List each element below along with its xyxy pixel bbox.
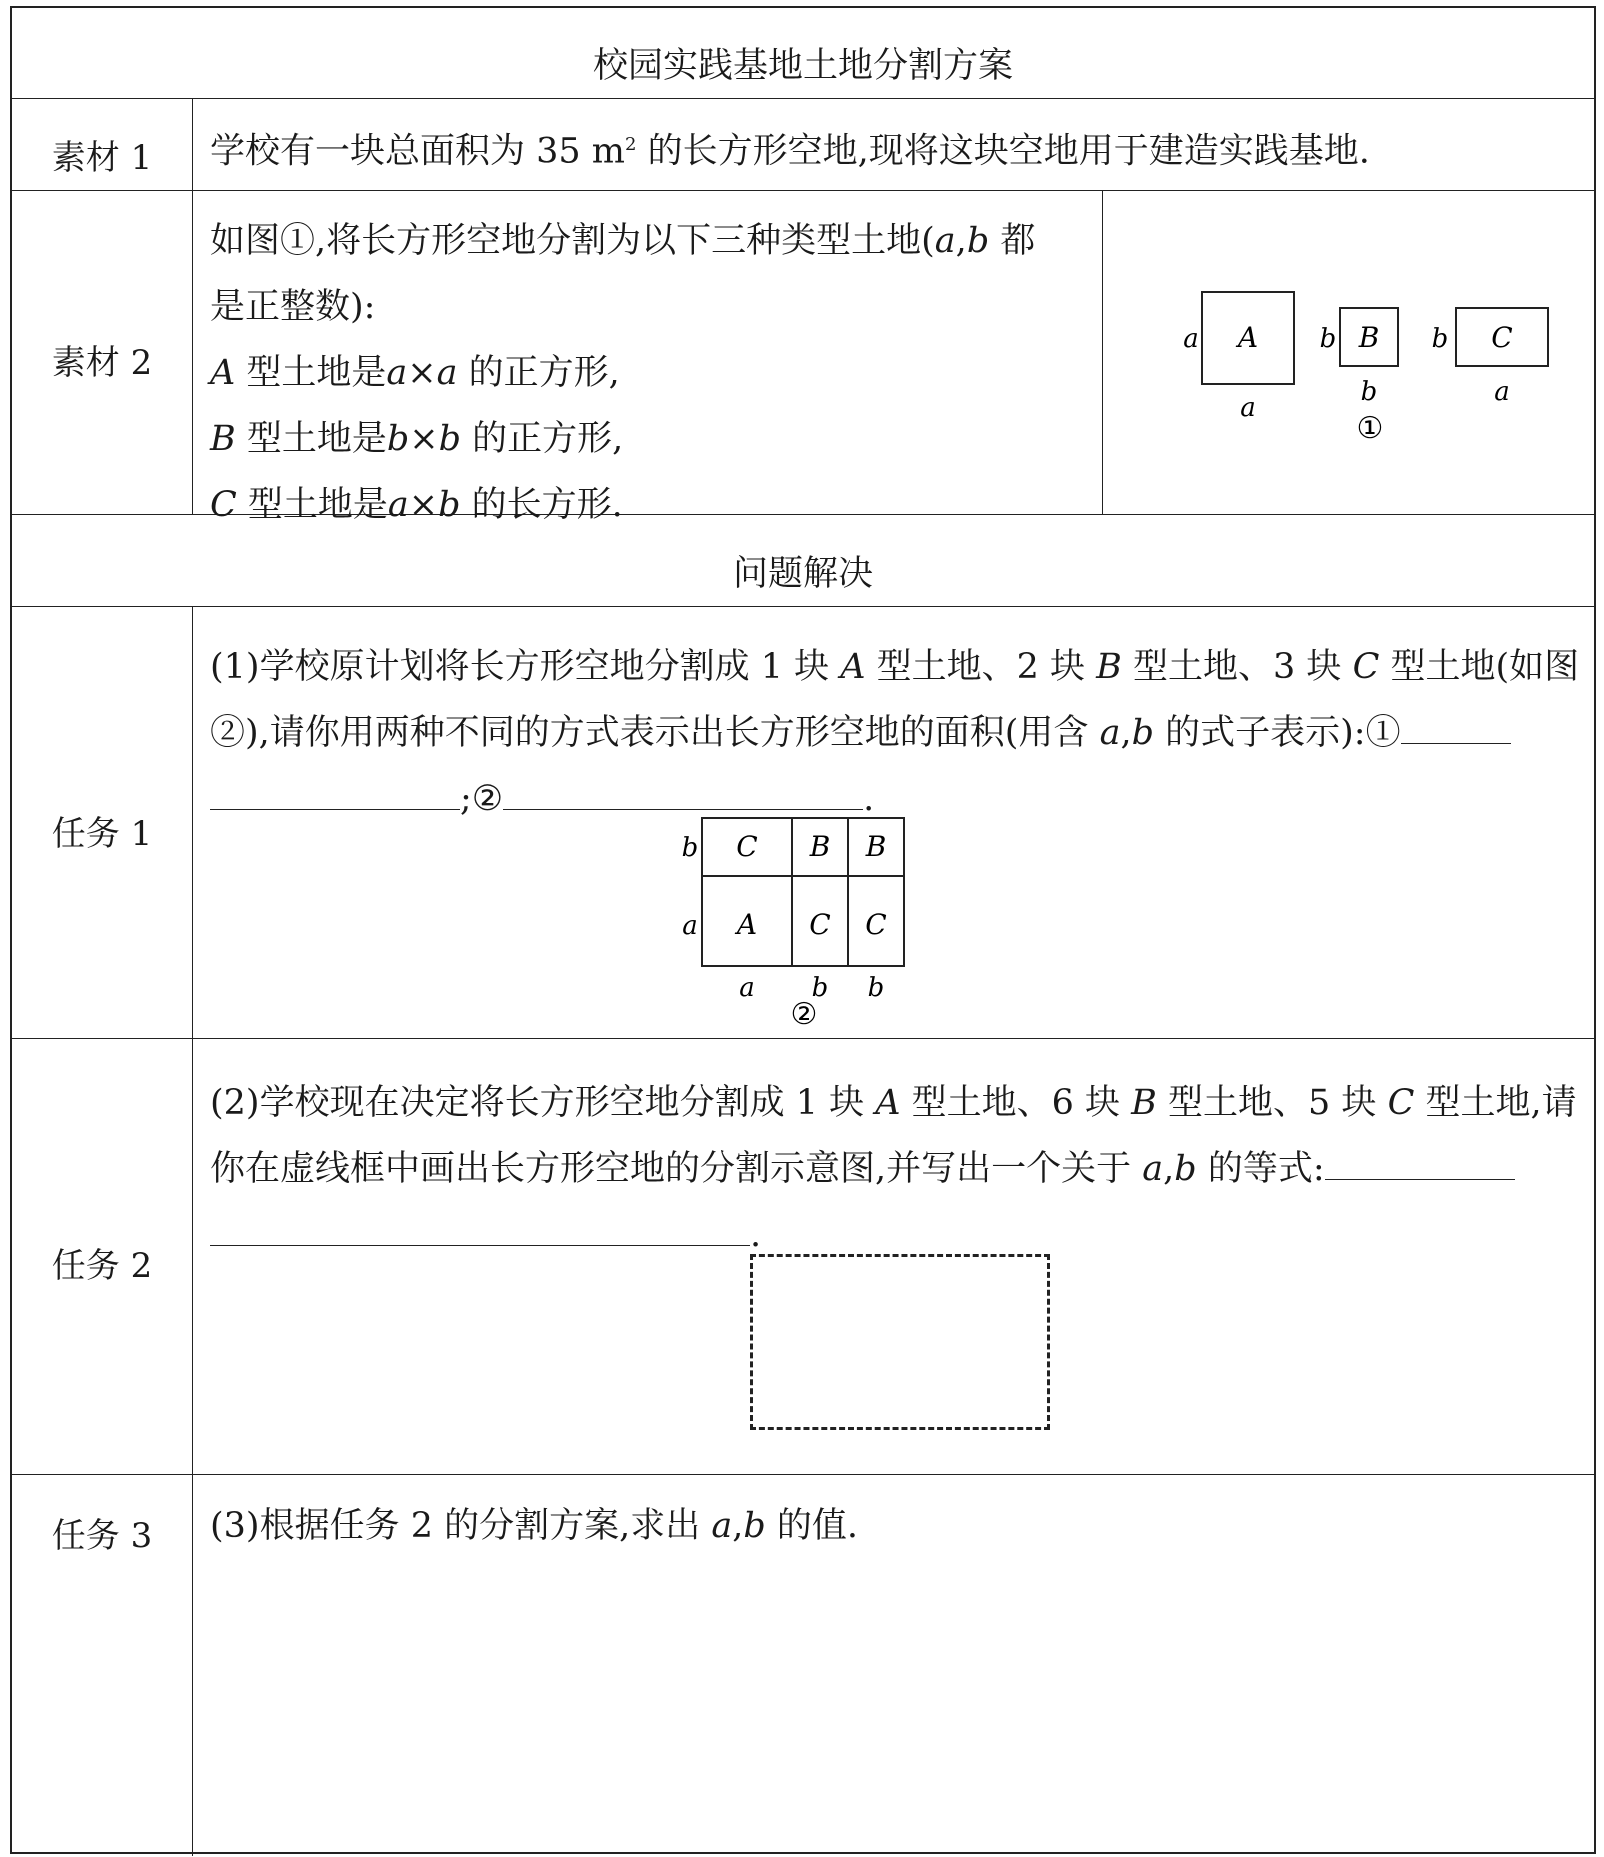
square-b-bottom-label: b (1360, 377, 1378, 407)
material1-label: 素材 1 (51, 138, 153, 178)
square-b-side-label: b (1319, 324, 1337, 354)
material2-text (210, 208, 1035, 538)
answer-blank-1b[interactable] (210, 809, 460, 810)
material1-text: 学校有一块总面积为 35 $m^2$ 的长方形空地,现将这块空地用于建造实践基地. (210, 131, 1370, 172)
column-divider (192, 98, 193, 514)
task1-label: 任务 1 (51, 814, 153, 854)
material2-line1: 如图①,将长方形空地分割为以下三种类型土地(a,b 都 (210, 221, 1036, 261)
worksheet-table (10, 6, 1596, 1854)
row-divider (12, 1038, 1594, 1039)
cell-label: C (809, 908, 831, 941)
cell-label: A (736, 908, 758, 941)
square-a-bottom-label: a (1240, 393, 1256, 423)
task1-line2: ②),请你用两种不同的方式表示出长方形空地的面积(用含 a,b 的式子表示):① (210, 700, 1590, 766)
task2-label: 任务 2 (51, 1246, 153, 1286)
bottom-label: b (867, 973, 885, 1003)
task3-text: (3)根据任务 2 的分割方案,求出 a,b 的值. (210, 1506, 859, 1546)
rect-c-side-label: b (1431, 324, 1449, 354)
figure-2-diagram (652, 808, 952, 1028)
answer-blank-equation-a[interactable] (1325, 1179, 1515, 1180)
task2-line3: . (210, 1202, 1590, 1268)
task2-line2: 你在虚线框中画出长方形空地的分割示意图,并写出一个关于 a,b 的等式: (210, 1136, 1590, 1202)
material2-line3: A 型土地是a×a 的正方形, (210, 353, 620, 393)
bottom-label: b (811, 973, 829, 1003)
material2-line4: B 型土地是b×b 的正方形, (210, 419, 624, 459)
rect-c-bottom-label: a (1494, 377, 1510, 407)
row-divider (12, 606, 1594, 607)
bottom-label: a (739, 973, 755, 1003)
answer-blank-1a[interactable] (1401, 743, 1511, 744)
cell-label: C (865, 908, 887, 941)
side-label: b (681, 833, 699, 863)
figure-1-caption: ① (1356, 411, 1384, 446)
row-divider (12, 98, 1594, 99)
material2-line5: C 型土地是a×b 的长方形. (210, 485, 623, 525)
rect-c-label: C (1491, 321, 1513, 354)
square-b-label: B (1358, 321, 1380, 354)
square-a-label: A (1237, 321, 1259, 354)
task3-label: 任务 3 (51, 1516, 153, 1556)
drawing-area[interactable] (750, 1254, 1050, 1430)
figure-2-caption: ② (790, 997, 818, 1028)
section-title: 问题解决 (732, 554, 873, 594)
task2-line1: (2)学校现在决定将长方形空地分割成 1 块 A 型土地、6 块 B 型土地、5 块 C 型土地,请 (210, 1083, 1577, 1123)
cell-label: B (865, 830, 887, 863)
task1-line1: (1)学校原计划将长方形空地分割成 1 块 A 型土地、2 块 B 型土地、3 块 C 型土地(如图 (210, 647, 1580, 687)
material2-label: 素材 2 (51, 343, 153, 383)
column-divider (192, 606, 193, 1856)
task1-text (210, 634, 1590, 832)
figure-1-diagram (1104, 192, 1594, 512)
column-divider (1102, 190, 1103, 514)
row-divider (12, 190, 1594, 191)
material2-line2: 是正整数): (210, 287, 376, 327)
page-title: 校园实践基地土地分割方案 (592, 46, 1013, 86)
side-label: a (682, 911, 698, 941)
cell-label: B (809, 830, 831, 863)
cell-label: C (736, 830, 758, 863)
row-divider (12, 1474, 1594, 1475)
task1-line3: ;② . (210, 766, 1590, 832)
answer-blank-equation-b[interactable] (210, 1245, 750, 1246)
square-a-side-label: a (1183, 324, 1199, 354)
task2-text (210, 1070, 1590, 1268)
